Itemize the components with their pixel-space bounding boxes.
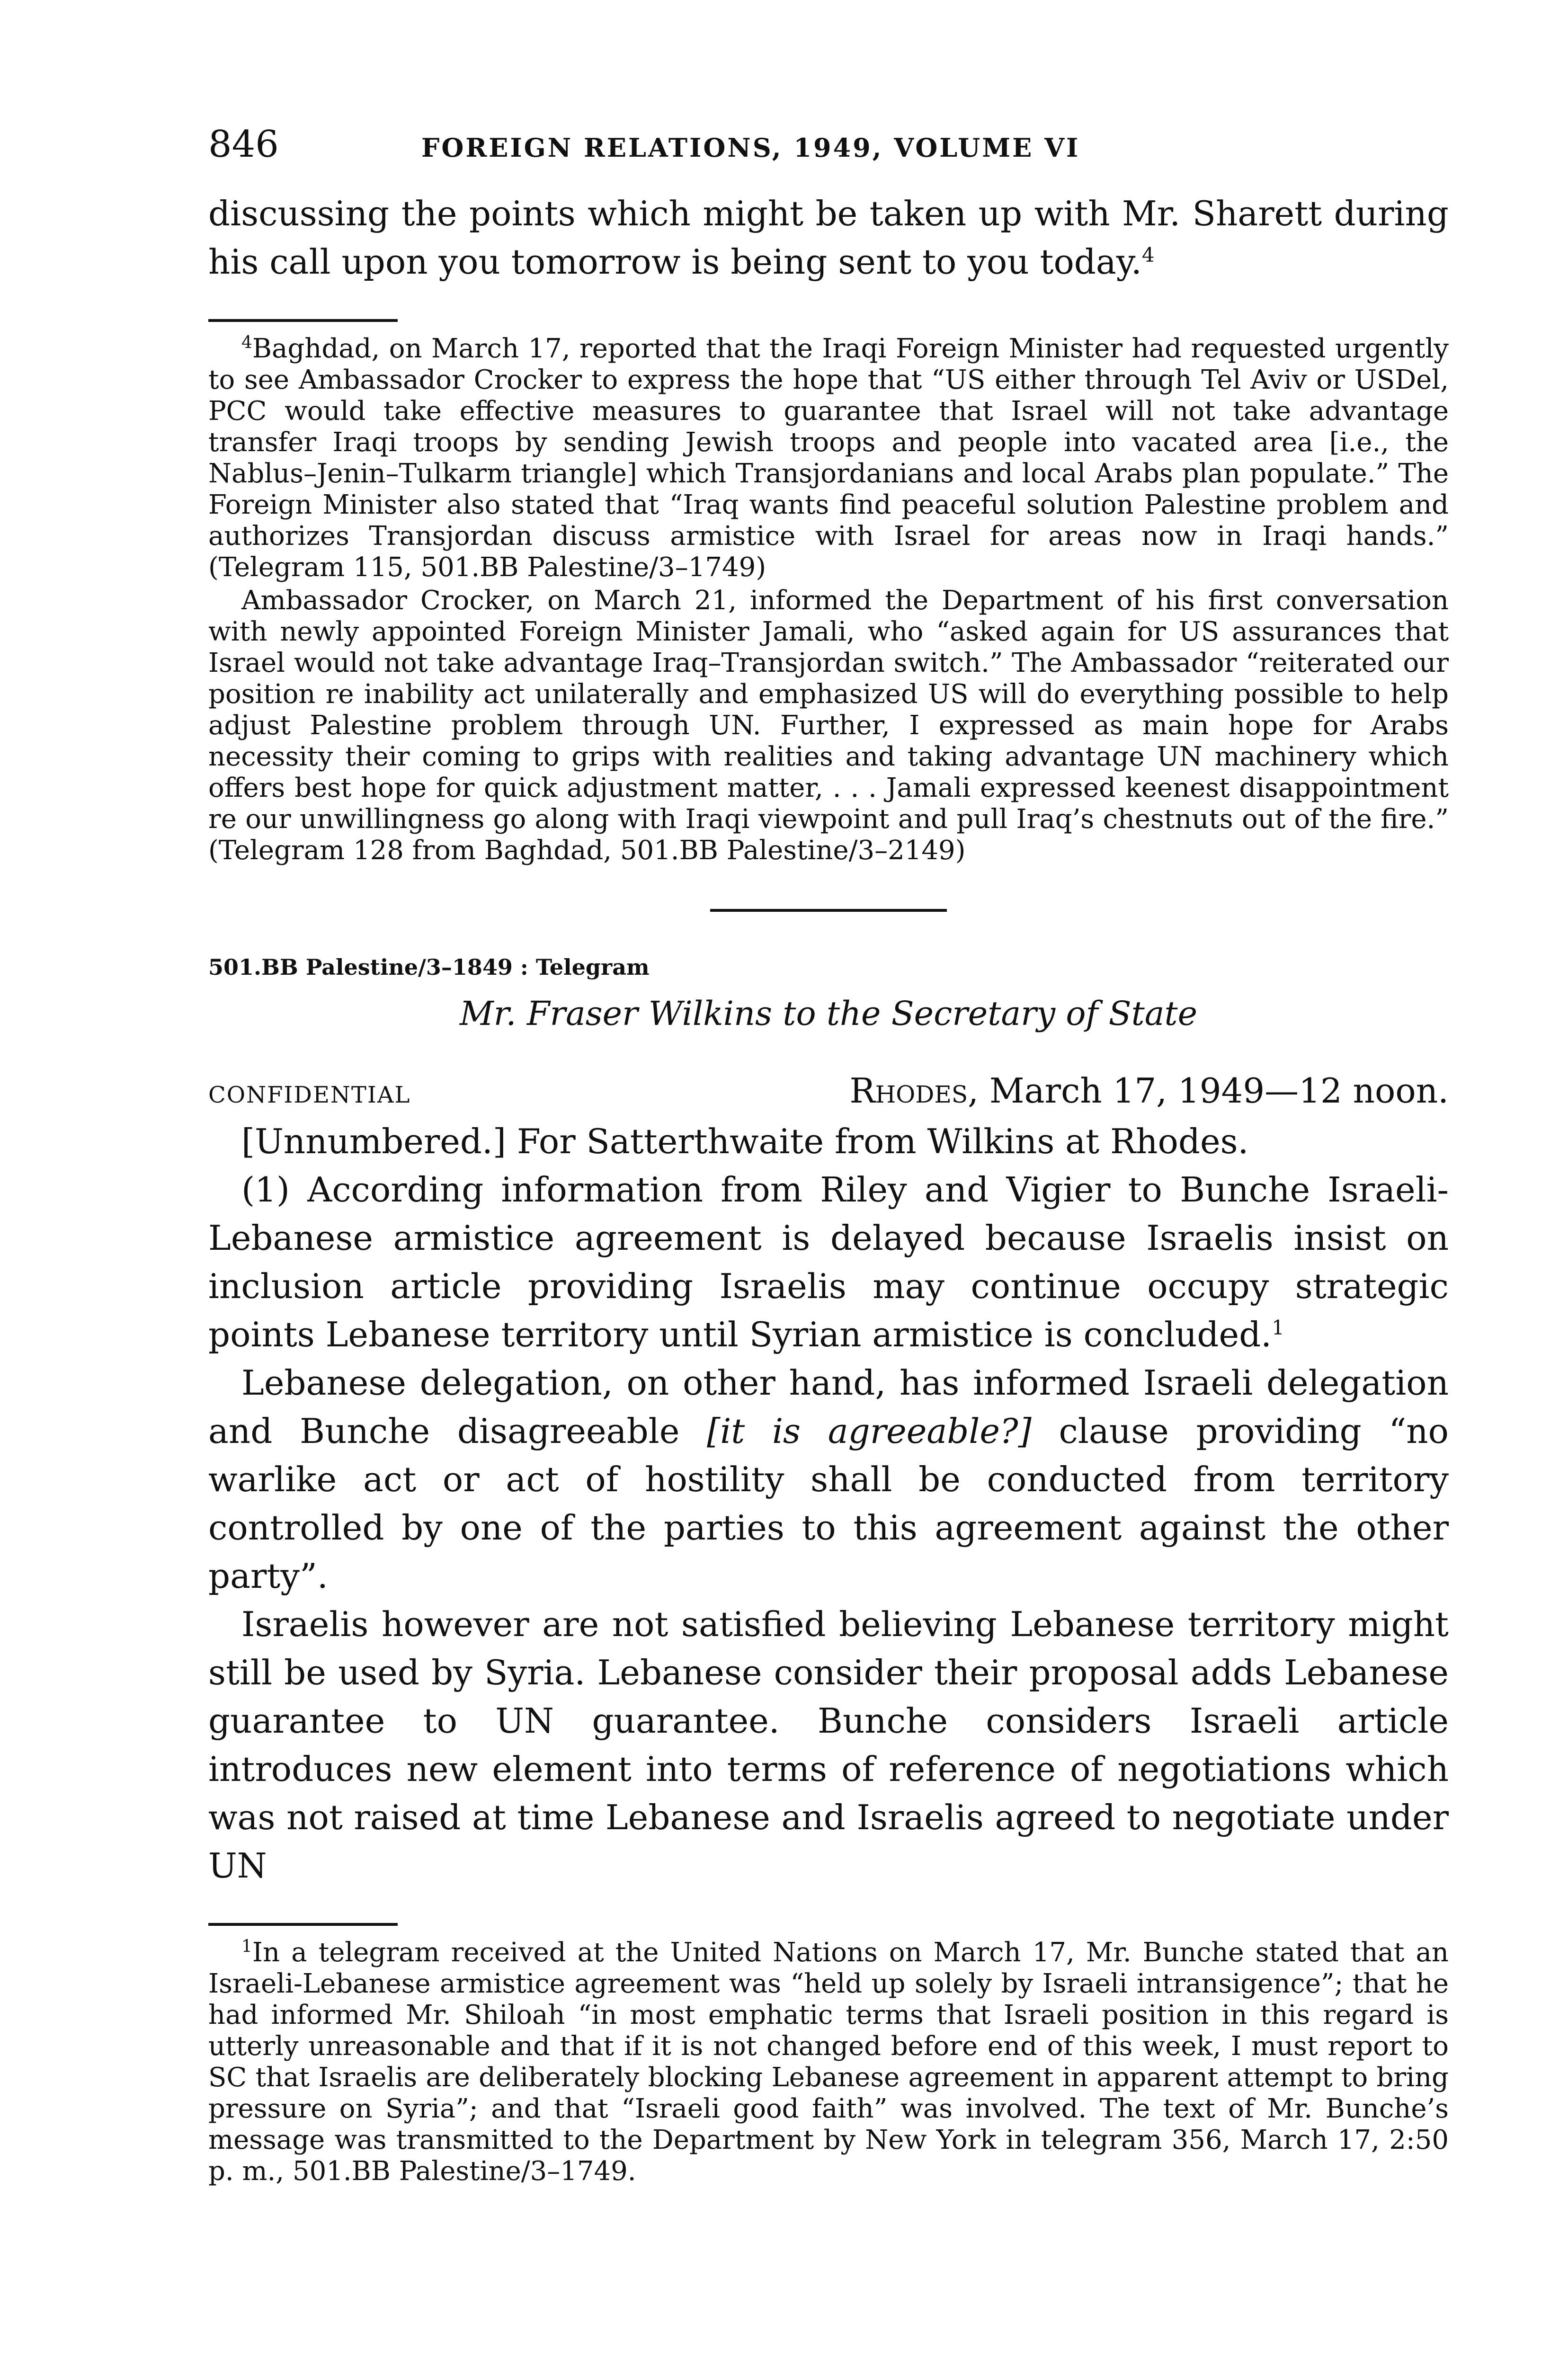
classification-label: CONFIDENTIAL — [208, 1082, 411, 1108]
telegram-paragraph-2 — [208, 1166, 1449, 1359]
footnote-ref-4: 4 — [1141, 243, 1155, 267]
telegram-paragraph-4: Israelis however are not satisfied believing Lebanese territory might still be used by Syria. Lebanese consider their proposal adds Lebanese guarantee to UN guarantee. Bunche considers Israeli article introduces new element into terms of reference of negotiations which was not raised at time Lebanese and Israelis agreed to negotiate under UN — [208, 1604, 1449, 1886]
telegram-paragraph-3-before: Lebanese delegation, on other hand, has informed Israeli delegation and Bunche disagreeable — [208, 1363, 1449, 1451]
footnote-ref-1: 1 — [1272, 1316, 1284, 1339]
footnote-4-paragraph-1 — [208, 333, 1449, 583]
place-name: Rhodes, — [849, 1071, 979, 1111]
file-reference: 501.BB Palestine/3–1849 : Telegram — [208, 954, 650, 980]
editorial-insert: [it is agreeable?] — [707, 1411, 1032, 1451]
footnote-1-mark: 1 — [241, 1937, 252, 1957]
telegram-paragraph-2-text: (1) According information from Riley and Vigier to Bunche Israeli-Lebanese armistice agreement is delayed because Israelis insist on inclusion article providing Israelis may continue occupy strategic points Lebanese territory until Syrian armistice is concluded. — [208, 1170, 1449, 1354]
footnote-divider-bottom — [208, 1923, 398, 1926]
document-heading: Mr. Fraser Wilkins to the Secretary of State — [459, 994, 1197, 1033]
document-page — [208, 123, 1449, 2187]
footnote-4-text-2: Ambassador Crocker, on March 21, informed the Department of his first conversation with newly appointed Foreign Minister Jamali, who “asked again for US assurances that Israel would not take advantage Iraq–Transjordan switch.” The Ambassador “reiterated our position re inability act unilaterally and emphasized US will do everything possible to help adjust Palestine problem through UN. Further, I expressed as main hope for Arabs necessity their coming to grips with realities and taking advantage UN machinery which offers best hope for quick adjustment matter, . . . Jamali expressed keenest disappointment re our unwillingness go along with Iraqi viewpoint and pull Iraq’s chestnuts out of the fire.” (Telegram 128 from Baghdad, 501.BB Palestine/3–2149) — [208, 585, 1449, 866]
telegram-paragraph-1: [Unnumbered.] For Satterthwaite from Wilkins at Rhodes. — [241, 1121, 1249, 1161]
footnote-1 — [208, 1937, 1449, 2187]
footnote-1-text: In a telegram received at the United Nations on March 17, Mr. Bunche stated that an Israeli-Lebanese armistice agreement was “held up solely by Israeli intransigence”; that he had informed Mr. Shiloah “in most emphatic terms that Israeli position in this regard is utterly unreasonable and that if it is not changed before end of this week, I must report to SC that Israelis are deliberately blocking Lebanese agreement in apparent attempt to bring pressure on Syria”; and that “Israeli good faith” was involved. The text of Mr. Bunche’s message was transmitted to the Department by New York in telegram 356, March 17, 2:50 p. m., 501.BB Palestine/3–1749. — [208, 1937, 1449, 2187]
telegram-paragraph-3 — [208, 1359, 1449, 1600]
carry-over-paragraph — [208, 189, 1449, 286]
footnote-4-mark: 4 — [241, 333, 252, 353]
running-header — [208, 123, 1449, 175]
dateline — [208, 1071, 1449, 1111]
footnote-divider — [208, 319, 398, 322]
telegram-paragraph-3-after: clause providing “no warlike act or act of hostility shall be conducted from territory controlled by one of the parties to this agreement against the other party”. — [208, 1411, 1449, 1596]
date-time: March 17, 1949—12 noon. — [989, 1071, 1449, 1111]
section-divider — [710, 909, 947, 912]
place-date — [849, 1071, 1449, 1111]
running-title: FOREIGN RELATIONS, 1949, VOLUME VI — [421, 133, 1080, 163]
footnote-4-paragraph-2 — [208, 585, 1449, 866]
carry-over-text: discussing the points which might be taken up with Mr. Sharett during his call upon you tomorrow is being sent to you today. — [208, 194, 1449, 282]
footnote-4-text-1: Baghdad, on March 17, reported that the Iraqi Foreign Minister had requested urgently to see Ambassador Crocker to express the hope that “US either through Tel Aviv or USDel, PCC would take effective measures to guarantee that Israel will not take advantage transfer Iraqi troops by sending Jewish troops and people into vacated area [i.e., the Nablus–Jenin–Tulkarm triangle] which Transjordanians and local Arabs plan populate.” The Foreign Minister also stated that “Iraq wants find peaceful solution Palestine problem and authorizes Transjordan discuss armistice with Israel for areas now in Iraqi hands.” (Telegram 115, 501.BB Palestine/3–1749) — [208, 333, 1449, 583]
page-number: 846 — [208, 123, 279, 166]
